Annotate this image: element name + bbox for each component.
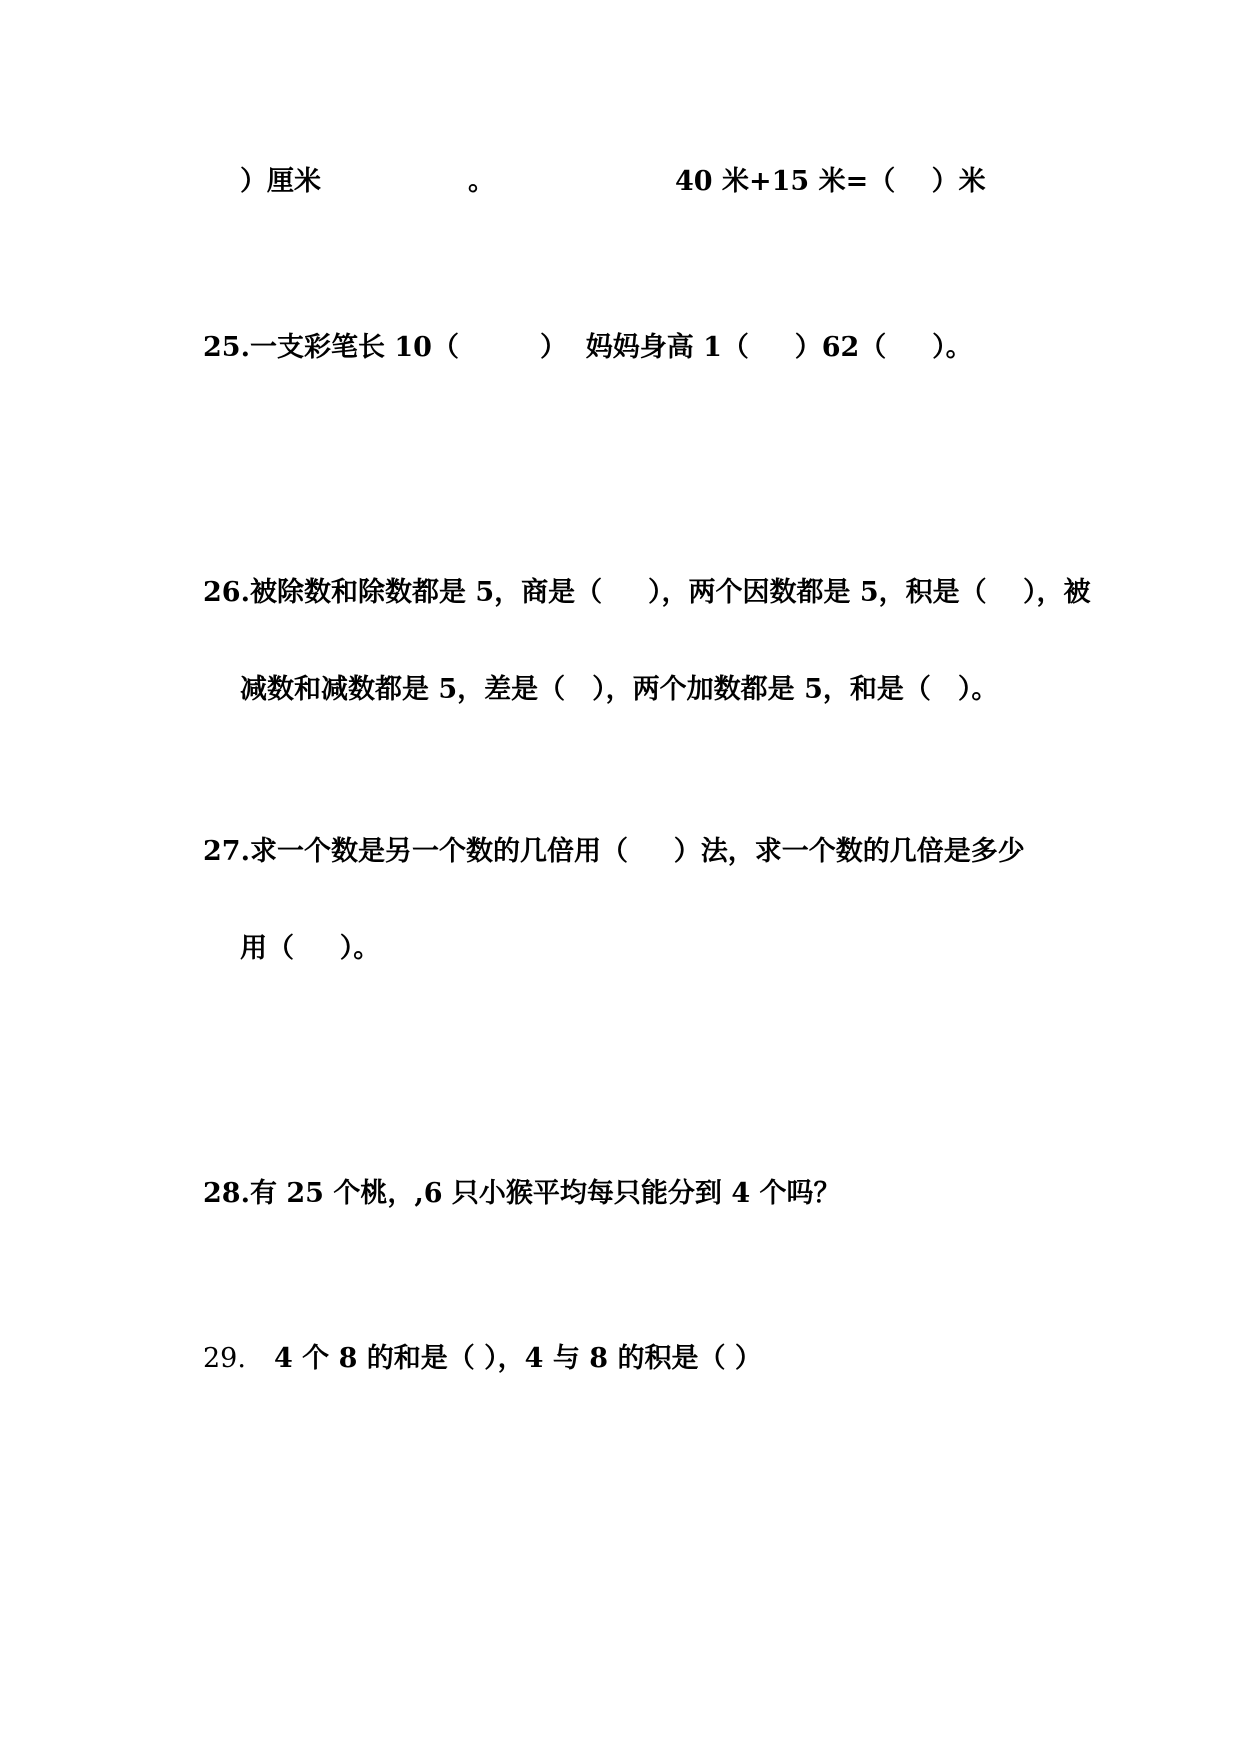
question-28: 28.有 25 个桃，,6 只小猴平均每只能分到 4 个吗？ (203, 1178, 841, 1209)
question-27-line-2: 用（ ）。 (240, 933, 381, 964)
question-27-line-1: 27.求一个数是另一个数的几倍用（ ）法，求一个数的几倍是多少 (203, 836, 1025, 867)
line-1-left: ）厘米 (240, 166, 321, 197)
question-29-number: 29. (203, 1343, 246, 1374)
line-1-right: 40 米+15 米=（ ）米 (675, 166, 986, 197)
question-25: 25.一支彩笔长 10（ ） 妈妈身高 1（ ）62（ ）。 (203, 332, 973, 363)
question-26-line-2: 减数和减数都是 5，差是（ ），两个加数都是 5，和是（ ）。 (240, 674, 999, 705)
question-26-line-1: 26.被除数和除数都是 5，商是（ ），两个因数都是 5，积是（ ），被 (203, 577, 1091, 608)
question-29-text: 4 个 8 的和是（ ），4 与 8 的积是（ ） (274, 1343, 762, 1374)
line-1-mid: 。 (468, 166, 495, 197)
